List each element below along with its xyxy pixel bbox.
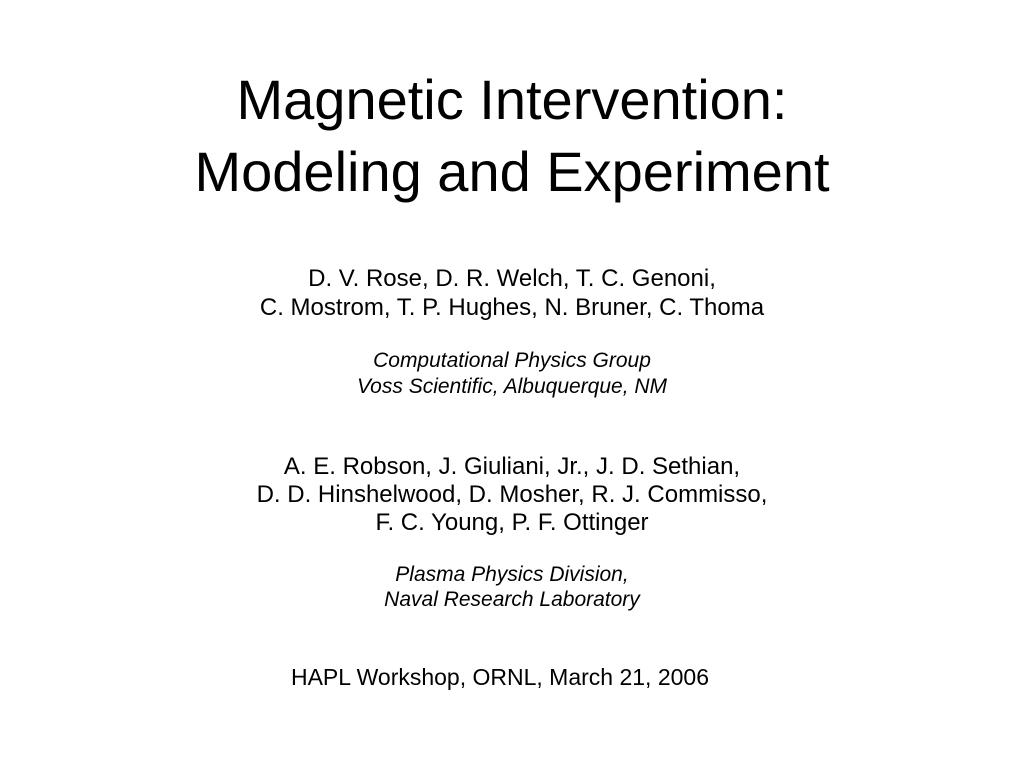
- workshop-footer: HAPL Workshop, ORNL, March 21, 2006: [290, 664, 710, 690]
- authors-group-2-line-1: A. E. Robson, J. Giuliani, Jr., J. D. Sethian,: [283, 453, 741, 480]
- authors-group-2-line-2: D. D. Hinshelwood, D. Mosher, R. J. Commisso,: [256, 481, 768, 508]
- affiliation-group-1-line-1: Computational Physics Group: [373, 349, 651, 372]
- affiliation-group-1-line-2: Voss Scientific, Albuquerque, NM: [356, 375, 668, 398]
- title-line-2: Modeling and Experiment: [194, 140, 830, 203]
- title-line-1: Magnetic Intervention:: [236, 68, 788, 131]
- affiliation-group-2-line-1: Plasma Physics Division,: [395, 563, 629, 586]
- authors-group-2-line-3: F. C. Young, P. F. Ottinger: [375, 509, 649, 536]
- affiliation-group-2-line-2: Naval Research Laboratory: [384, 588, 640, 611]
- authors-group-1-line-1: D. V. Rose, D. R. Welch, T. C. Genoni,: [308, 265, 716, 292]
- authors-group-1-line-2: C. Mostrom, T. P. Hughes, N. Bruner, C. Thoma: [259, 294, 765, 321]
